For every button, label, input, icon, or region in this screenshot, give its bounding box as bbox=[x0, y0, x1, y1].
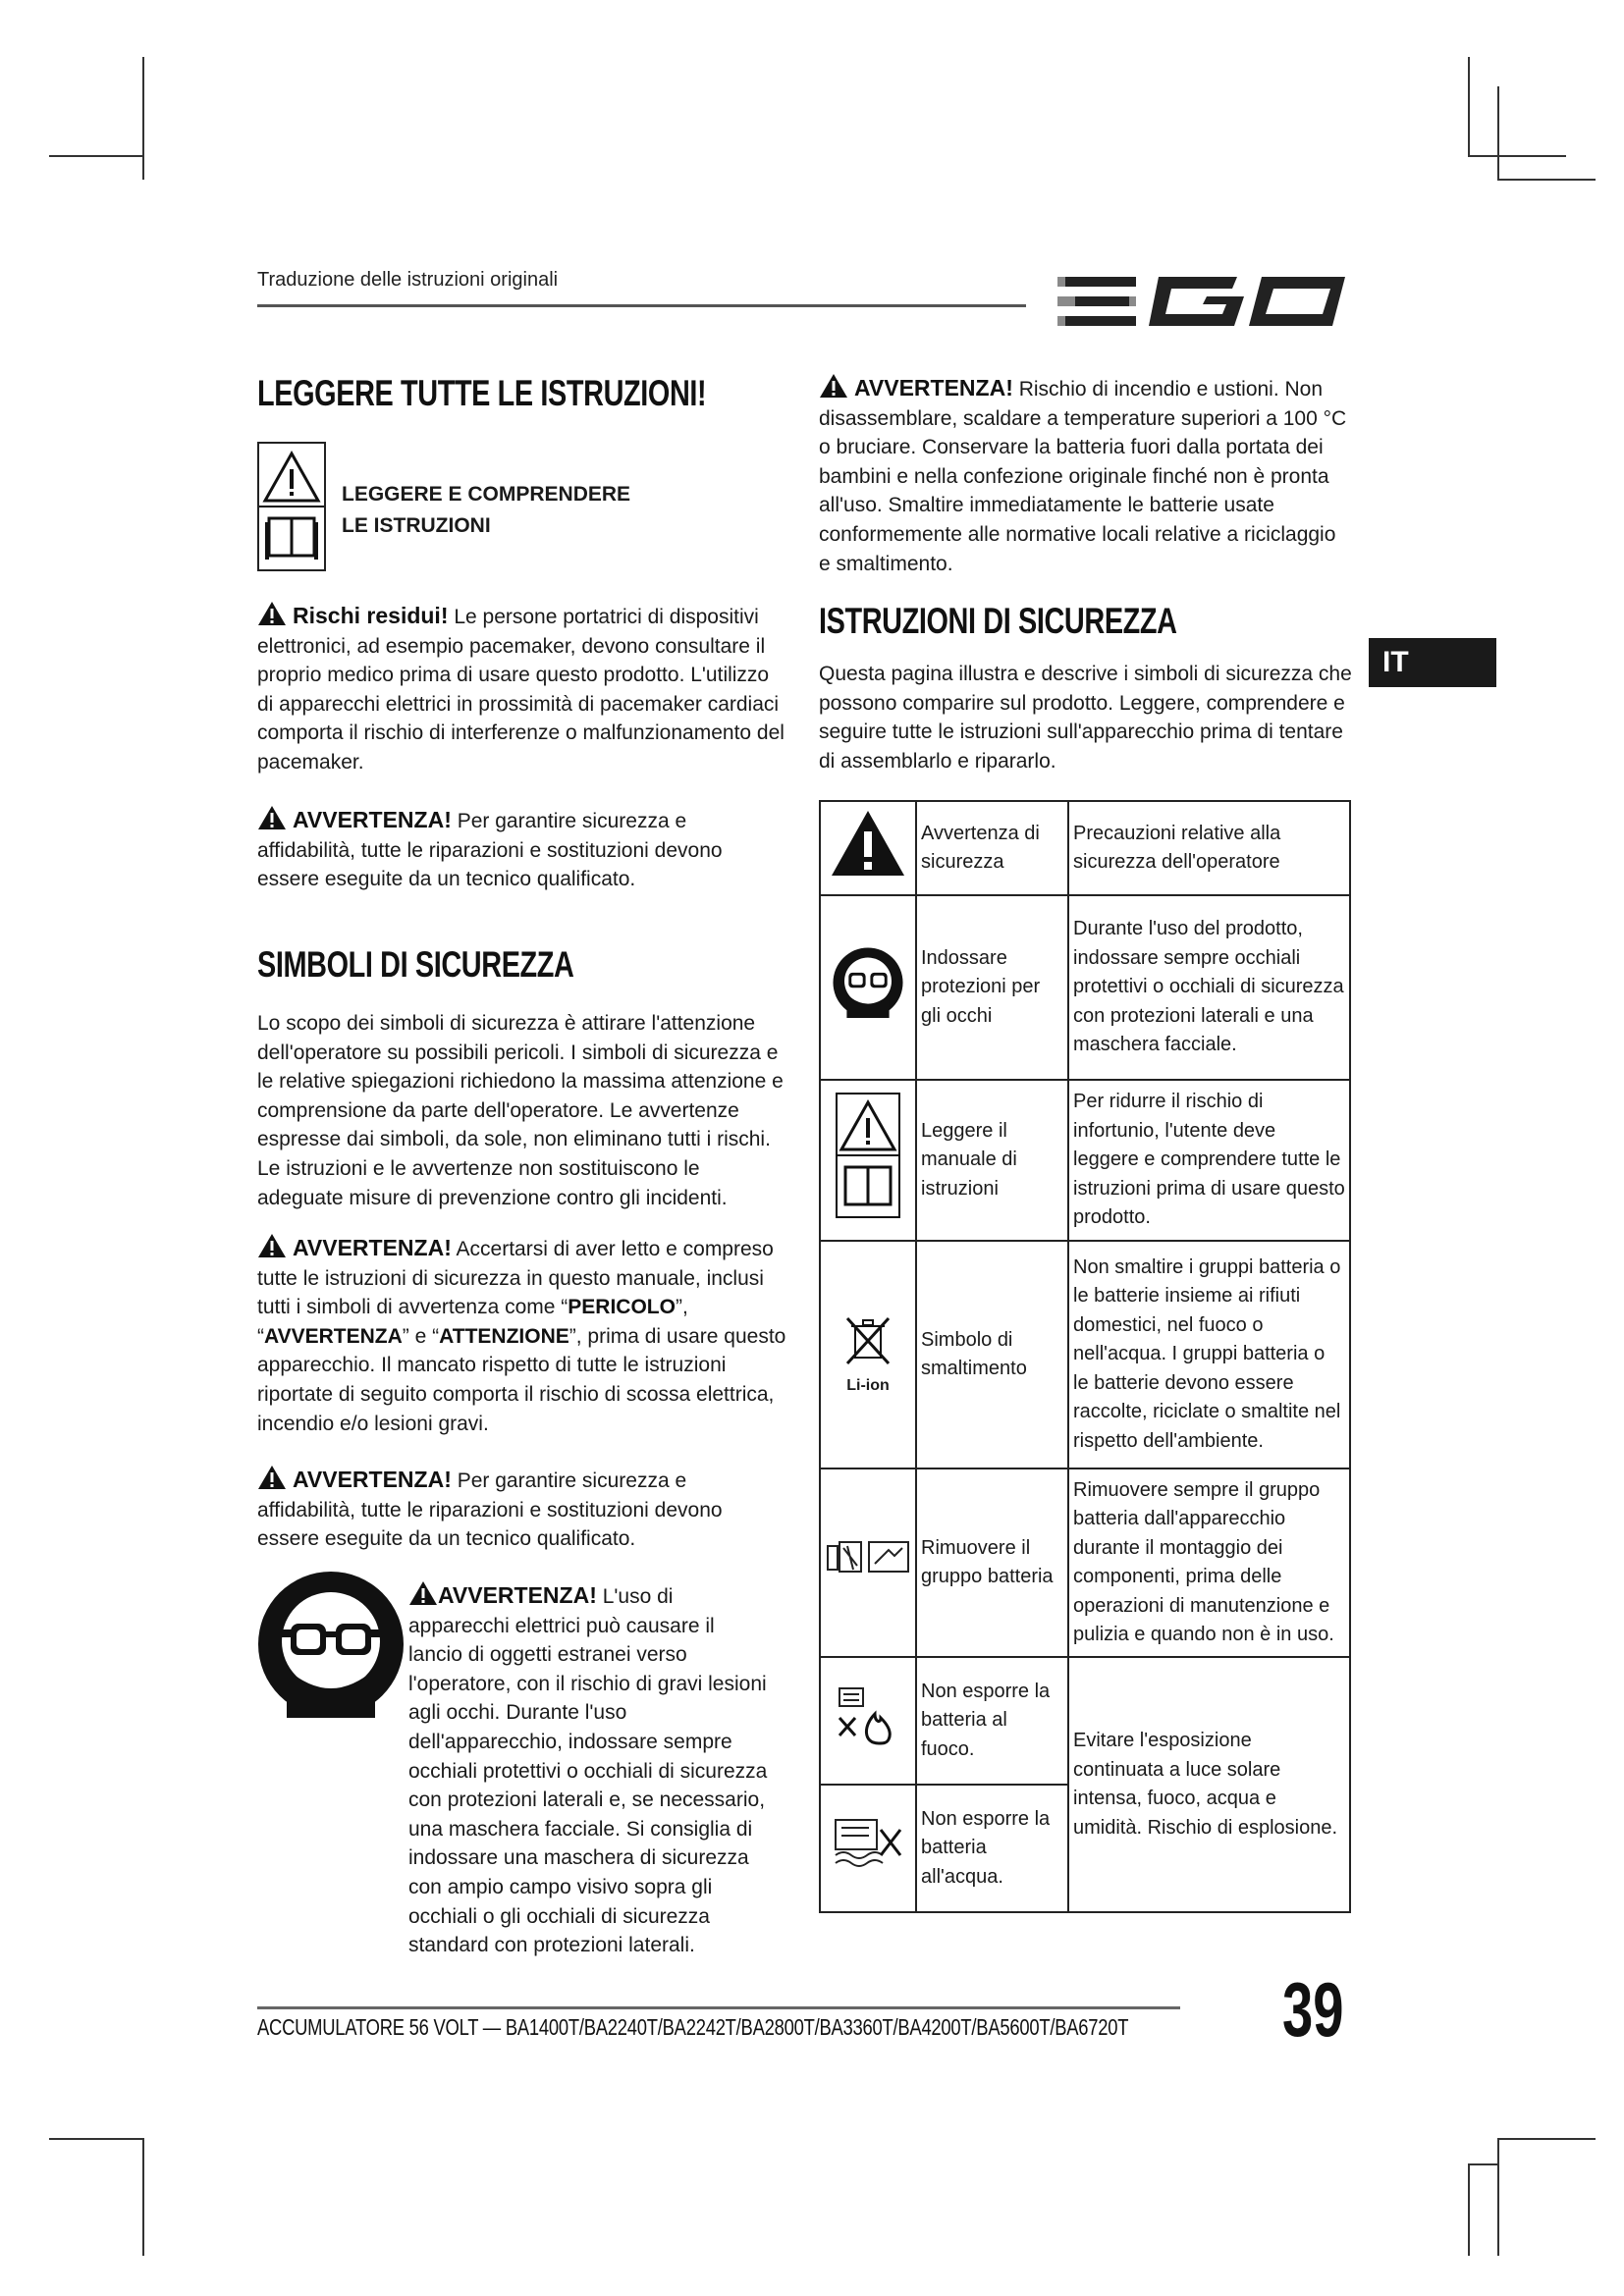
table-row bbox=[820, 1080, 1350, 1241]
warning-fire bbox=[819, 373, 1349, 578]
warning-triangle-icon bbox=[408, 1580, 438, 1606]
warning-text: L'uso di apparecchi elettrici può causare il lancio di oggetti estranei verso l'operatore, con il rischio di gravi lesioni agli occhi. Durante l'uso dell'apparecchio, indossare sempre occhiali protettivi o occhiali di sicurezza con protezioni laterali e, se necessario, una maschera facciale. Si consiglia di indossare una maschera di sicurezza con ampio campo visivo sopra gli occhiali o gli occhiali di sicurezza standard con protezioni laterali. bbox=[408, 1585, 768, 1957]
symbol-cell bbox=[820, 1080, 916, 1241]
safety-symbols-table bbox=[819, 800, 1351, 1913]
residual-risk-paragraph bbox=[257, 601, 787, 777]
read-box-text bbox=[342, 479, 630, 542]
no-water-icon bbox=[832, 1816, 904, 1871]
table-row bbox=[820, 1468, 1350, 1657]
footer-rule bbox=[257, 2006, 1180, 2009]
title-safety-symbols: SIMBOLI DI SICUREZZA bbox=[257, 944, 574, 985]
symbols-intro: Lo scopo dei simboli di sicurezza è attirare l'attenzione dell'operatore su possibili pericoli. I simboli di sicurezza e le relative spiegazioni richiedono la massima attenzione e comprensione da parte dell'operatore. Le avvertenze espresse dai simboli, da sole, non eliminano tutti i rischi. Le istruzioni e le avvertenze non sostituiscono le adeguate misure di prevenzione contro gli incidenti. bbox=[257, 1012, 784, 1209]
warning-triangle-icon bbox=[819, 373, 848, 399]
eye-protection-icon bbox=[833, 947, 903, 1018]
crop-mark bbox=[1497, 179, 1596, 181]
warning-label: AVVERTENZA! bbox=[438, 1582, 597, 1608]
symbol-cell bbox=[820, 1785, 916, 1912]
crop-mark bbox=[49, 2138, 144, 2140]
warning-repairs-2 bbox=[257, 1465, 787, 1554]
crop-mark bbox=[1497, 2138, 1596, 2140]
crop-mark bbox=[142, 57, 144, 180]
safety-alert-icon bbox=[829, 808, 907, 879]
crop-mark bbox=[49, 155, 144, 157]
page-number: 39 bbox=[1282, 1966, 1344, 2053]
translation-note: Traduzione delle istruzioni originali bbox=[257, 269, 559, 291]
residual-label: Rischi residui! bbox=[293, 603, 449, 628]
symbol-name: Avvertenza di sicurezza bbox=[916, 801, 1068, 895]
crop-mark bbox=[1468, 2163, 1497, 2165]
table-row bbox=[820, 1241, 1350, 1468]
table-row bbox=[820, 801, 1350, 895]
warning-triangle-icon bbox=[257, 601, 287, 626]
symbol-cell bbox=[820, 1657, 916, 1785]
header-rule bbox=[257, 304, 1026, 307]
warning-text-b: ”, “ bbox=[257, 1296, 688, 1348]
symbol-description: Per ridurre il rischio di infortunio, l'utente deve leggere e comprendere tutte le istruzioni prima di usare questo prodotto. bbox=[1068, 1080, 1350, 1241]
warning-text: Per garantire sicurezza e affidabilità, tutte le riparazioni e sostituzioni devono essere eseguite da un tecnico qualificato. bbox=[257, 1469, 723, 1551]
read-manual-icon bbox=[836, 1093, 900, 1218]
warning-label: AVVERTENZA! bbox=[293, 807, 452, 832]
read-box-line1: LEGGERE E COMPRENDERE bbox=[342, 483, 631, 506]
symbol-cell bbox=[820, 895, 916, 1080]
symbol-name: Indossare protezioni per gli occhi bbox=[916, 895, 1068, 1080]
table-row bbox=[820, 1657, 1350, 1785]
symbol-cell bbox=[820, 1468, 916, 1657]
symbol-cell bbox=[820, 1241, 916, 1468]
symbol-cell bbox=[820, 801, 916, 895]
warning-triangle-icon bbox=[257, 1233, 287, 1258]
warning-text: Per garantire sicurezza e affidabilità, tutte le riparazioni e sostituzioni devono essere eseguite da un tecnico qualificato. bbox=[257, 810, 723, 891]
warning-triangle-icon bbox=[257, 1465, 287, 1490]
language-tab: IT bbox=[1369, 638, 1496, 687]
symbol-description: Durante l'uso del prodotto, indossare sempre occhiali protettivi o occhiali di sicurezza con protezioni laterali e una maschera facciale. bbox=[1068, 895, 1350, 1080]
ego-logo bbox=[1056, 267, 1350, 336]
crop-mark bbox=[142, 2138, 144, 2256]
symbol-description: Non smaltire i gruppi batteria o le batterie insieme ai rifiuti domestici, nel fuoco o nell'acqua. I gruppi batteria o le batterie devono essere raccolte, riciclate o smaltite nel rispetto dell'ambiente. bbox=[1068, 1241, 1350, 1468]
keyword-pericolo: PERICOLO bbox=[568, 1296, 676, 1319]
keyword-avvertenza: AVVERTENZA bbox=[264, 1324, 403, 1348]
warning-eye-protection bbox=[408, 1580, 774, 1960]
title-safety-instructions: ISTRUZIONI DI SICUREZZA bbox=[819, 601, 1177, 641]
remove-battery-icon bbox=[824, 1538, 912, 1577]
symbol-name: Leggere il manuale di istruzioni bbox=[916, 1080, 1068, 1241]
warning-text: Rischio di incendio e ustioni. Non disassemblare, scaldare a temperature superiori a 100 °C o bruciare. Conservare la batteria fuori dalla portata dei bambini e nella confezione originale finché non è pronta all'uso. Smaltire immediatamente le batterie usate conformemente alle normative locali relative a riciclaggio e smaltimento. bbox=[819, 378, 1347, 575]
symbol-name: Rimuovere il gruppo batteria bbox=[916, 1468, 1068, 1657]
warning-label: AVVERTENZA! bbox=[293, 1467, 452, 1492]
crop-mark bbox=[1468, 57, 1470, 155]
no-fire-icon bbox=[834, 1684, 902, 1747]
li-ion-label: Li-ion bbox=[846, 1376, 890, 1394]
symbol-name: Non esporre la batteria al fuoco. bbox=[916, 1657, 1068, 1785]
crop-mark bbox=[1468, 2163, 1470, 2256]
warning-label: AVVERTENZA! bbox=[293, 1235, 452, 1260]
crop-mark bbox=[1497, 2138, 1499, 2256]
crop-mark bbox=[1497, 86, 1499, 180]
read-instructions-icon-box bbox=[257, 442, 326, 571]
symbol-name: Simbolo di smaltimento bbox=[916, 1241, 1068, 1468]
warning-text-a: Accertarsi di aver letto e compreso tutte le istruzioni di sicurezza in questo manuale, inclusi tutti i simboli di avvertenza come “ bbox=[257, 1238, 774, 1319]
eye-protection-large-icon bbox=[257, 1571, 405, 1718]
symbol-name: Non esporre la batteria all'acqua. bbox=[916, 1785, 1068, 1912]
warning-text-c: ” e “ bbox=[402, 1324, 440, 1348]
residual-text: Le persone portatrici di dispositivi elettronici, ad esempio pacemaker, devono consultare il proprio medico prima di usare questo prodotto. L'utilizzo di apparecchi elettrici in prossimità di pacemaker cardiaci comporta il rischio di interferenze o malfunzionamento del pacemaker. bbox=[257, 606, 785, 774]
footer-product-line: ACCUMULATORE 56 VOLT — BA1400T/BA2240T/BA2242T/BA2800T/BA3360T/BA4200T/BA5600T/BA6720T bbox=[257, 2014, 1129, 2040]
crop-mark bbox=[1468, 155, 1566, 157]
warning-triangle-icon bbox=[257, 805, 287, 830]
symbol-description: Evitare l'esposizione continuata a luce solare intensa, fuoco, acqua e umidità. Rischio di esplosione. bbox=[1068, 1657, 1350, 1912]
title-read-instructions: LEGGERE TUTTE LE ISTRUZIONI! bbox=[257, 373, 707, 413]
symbol-description: Precauzioni relative alla sicurezza dell'operatore bbox=[1068, 801, 1350, 895]
table-row bbox=[820, 895, 1350, 1080]
keyword-attenzione: ATTENZIONE bbox=[439, 1324, 569, 1348]
warning-text-d: ”, prima di usare questo apparecchio. Il mancato rispetto di tutte le istruzioni riportate di seguito comporta il rischio di scossa elettrica, incendio e/o lesioni gravi. bbox=[257, 1324, 786, 1435]
instructions-intro: Questa pagina illustra e descrive i simboli di sicurezza che possono comparire sul prodotto. Leggere, comprendere e seguire tutte le istruzioni sull'apparecchio prima di tentare di assemblarlo e ripararlo. bbox=[819, 663, 1352, 773]
warning-label: AVVERTENZA! bbox=[854, 375, 1013, 400]
disposal-bin-icon bbox=[843, 1314, 893, 1367]
warning-read-all bbox=[257, 1233, 787, 1438]
warning-repairs-1 bbox=[257, 805, 787, 894]
warning-triangle-icon bbox=[259, 444, 324, 569]
symbol-description: Rimuovere sempre il gruppo batteria dall'apparecchio durante il montaggio dei componenti, prima delle operazioni di manutenzione e pulizia e quando non è in uso. bbox=[1068, 1468, 1350, 1657]
read-box-line2: LE ISTRUZIONI bbox=[342, 514, 491, 537]
